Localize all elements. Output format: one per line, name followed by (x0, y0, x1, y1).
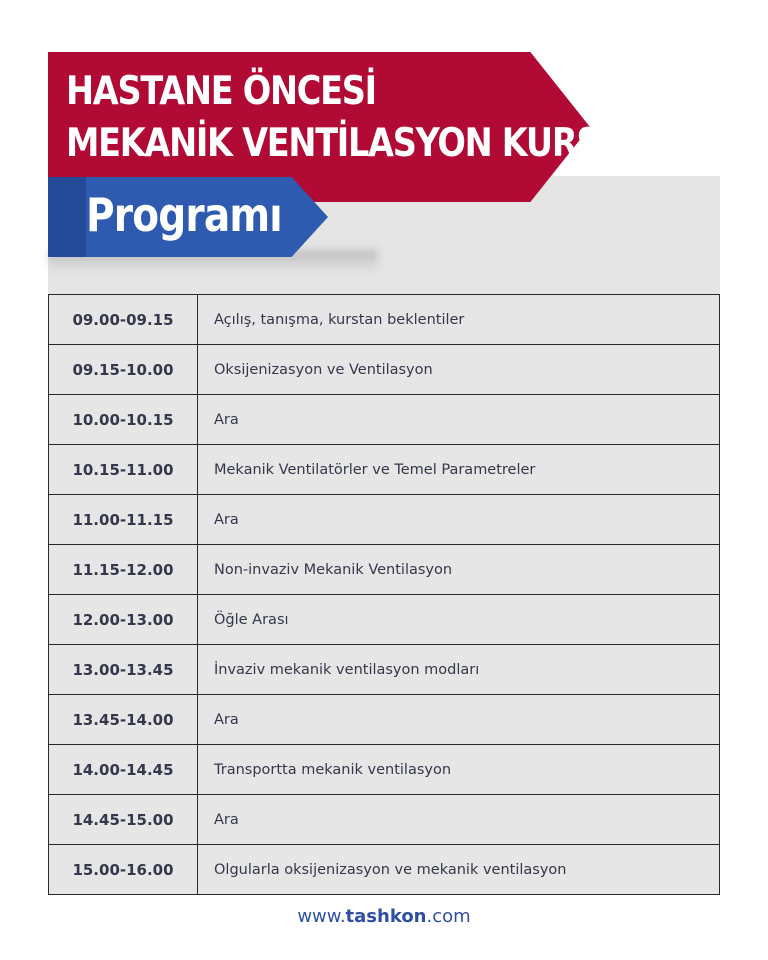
website-link[interactable] (0, 906, 768, 927)
website-suffix: .com (426, 906, 471, 927)
schedule-time: 13.00-13.45 (49, 645, 198, 695)
title-line-2: MEKANİK VENTİLASYON KURSU (66, 121, 626, 166)
schedule-row (49, 845, 720, 895)
schedule-time: 14.00-14.45 (49, 745, 198, 795)
website-prefix: www. (297, 906, 346, 927)
page-subtitle: Programı (86, 188, 282, 242)
schedule-row (49, 345, 720, 395)
schedule-row (49, 445, 720, 495)
schedule-time: 10.15-11.00 (49, 445, 198, 495)
schedule-time: 11.15-12.00 (49, 545, 198, 595)
schedule-topic: Öğle Arası (198, 595, 720, 645)
schedule-topic: Oksijenizasyon ve Ventilasyon (198, 345, 720, 395)
schedule-time: 10.00-10.15 (49, 395, 198, 445)
schedule-time: 12.00-13.00 (49, 595, 198, 645)
schedule-row (49, 745, 720, 795)
website-brand: tashkon (345, 906, 427, 927)
schedule-time: 09.15-10.00 (49, 345, 198, 395)
schedule-topic: Açılış, tanışma, kurstan beklentiler (198, 295, 720, 345)
schedule-row (49, 295, 720, 345)
schedule-time: 13.45-14.00 (49, 695, 198, 745)
schedule-row (49, 595, 720, 645)
schedule-topic: İnvaziv mekanik ventilasyon modları (198, 645, 720, 695)
schedule-topic: Ara (198, 395, 720, 445)
schedule-row (49, 695, 720, 745)
schedule-time: 09.00-09.15 (49, 295, 198, 345)
schedule-row (49, 545, 720, 595)
schedule-time: 15.00-16.00 (49, 845, 198, 895)
schedule-row (49, 495, 720, 545)
schedule-topic: Ara (198, 695, 720, 745)
page-title (66, 66, 625, 170)
schedule-topic: Ara (198, 495, 720, 545)
schedule-topic: Mekanik Ventilatörler ve Temel Parametreler (198, 445, 720, 495)
schedule-topic: Transportta mekanik ventilasyon (198, 745, 720, 795)
schedule-row (49, 795, 720, 845)
schedule-time: 14.45-15.00 (49, 795, 198, 845)
schedule-topic: Ara (198, 795, 720, 845)
schedule-time: 11.00-11.15 (49, 495, 198, 545)
schedule-topic: Olgularla oksijenizasyon ve mekanik ventilasyon (198, 845, 720, 895)
title-line-1: HASTANE ÖNCESİ (66, 69, 376, 114)
schedule-row (49, 395, 720, 445)
subtitle-banner-edge (48, 177, 86, 257)
schedule-topic: Non-invaziv Mekanik Ventilasyon (198, 545, 720, 595)
schedule-table (48, 294, 720, 895)
schedule-row (49, 645, 720, 695)
